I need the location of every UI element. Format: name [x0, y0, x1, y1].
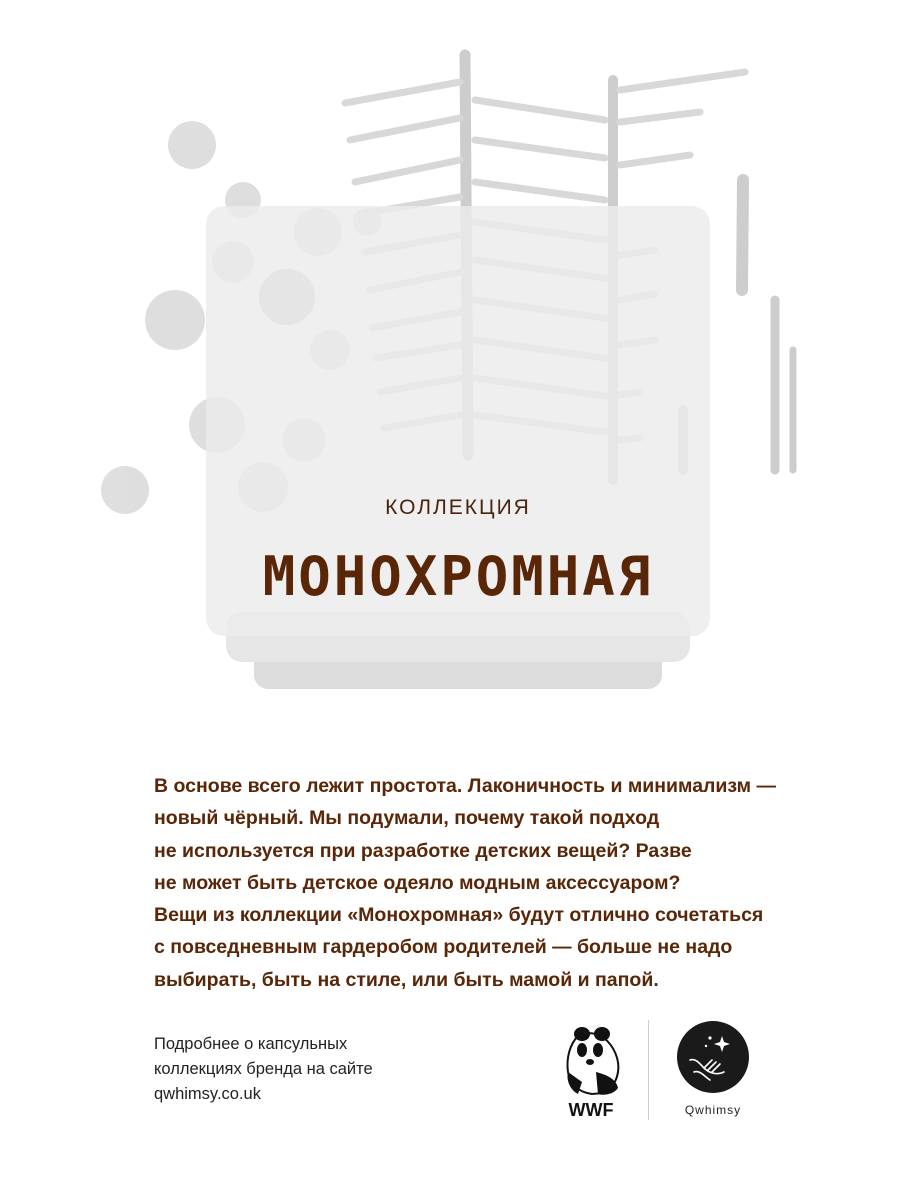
description-line: В основе всего лежит простота. Лаконичность и минимализм —	[154, 775, 776, 797]
collection-title: МОНОХРОМНАЯ	[262, 545, 654, 608]
collection-description	[154, 770, 814, 996]
more-info	[154, 1032, 454, 1107]
collection-kicker: КОЛЛЕКЦИЯ	[385, 496, 531, 519]
more-info-line: Подробнее о капсульных	[154, 1035, 348, 1053]
wwf-logo	[556, 1022, 626, 1122]
description-line: не может быть детское одеяло модным аксессуаром?	[154, 871, 681, 894]
panda-icon	[567, 1027, 618, 1095]
description-line: Вещи из коллекции «Монохромная» будут отлично сочетаться	[154, 904, 764, 927]
description-line: с повседневным гардеробом родителей — больше не надо	[154, 936, 733, 959]
qwhimsy-logo	[676, 1020, 750, 1094]
wwf-label: WWF	[568, 1100, 614, 1120]
more-info-line: коллекциях бренда на сайте	[154, 1060, 373, 1078]
description-line: новый чёрный. Мы подумали, почему такой подход	[154, 807, 660, 830]
description-line: не используется при разработке детских вещей? Разве	[154, 839, 692, 862]
description-line: выбирать, быть на стиле, или быть мамой и папой.	[154, 968, 659, 991]
logo-divider	[648, 1020, 649, 1120]
qwhimsy-brand-name: Qwhimsy	[684, 1103, 742, 1117]
website-link[interactable]: qwhimsy.co.uk	[154, 1085, 261, 1103]
